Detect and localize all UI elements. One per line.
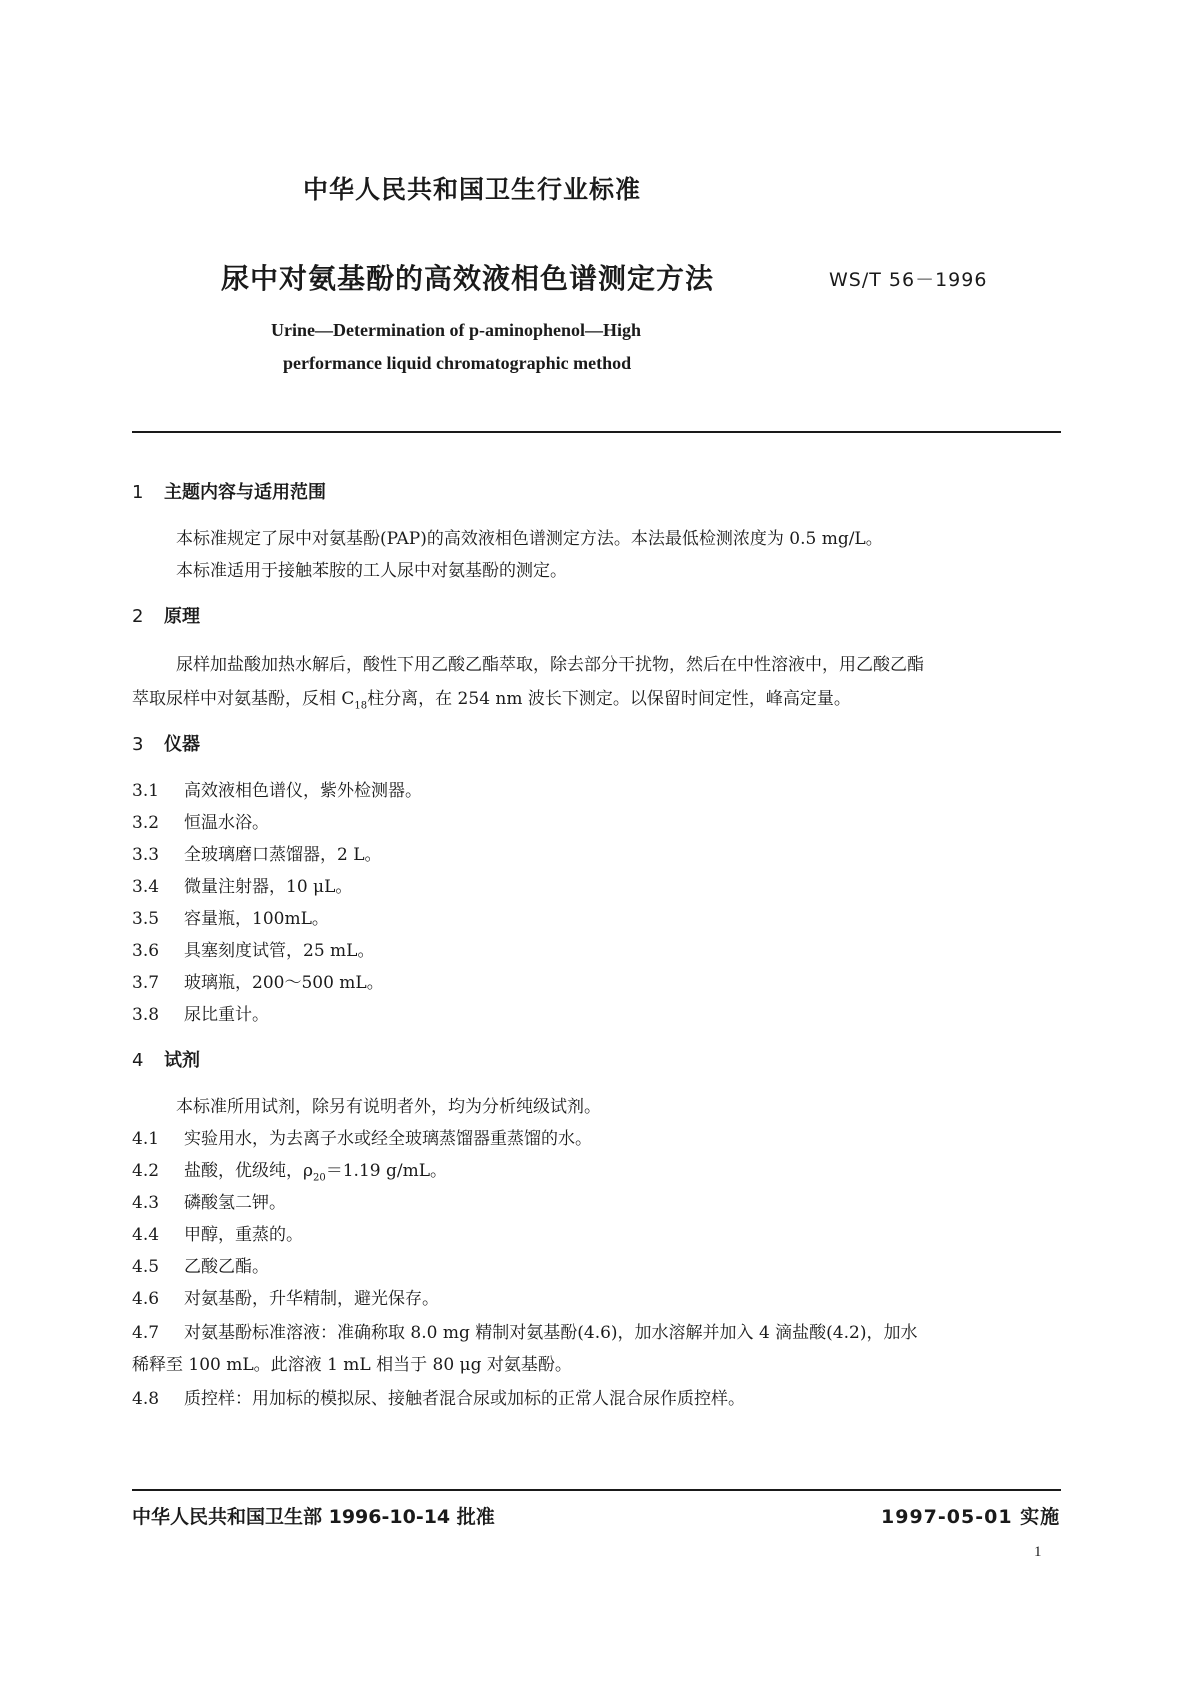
list-item	[132, 1384, 745, 1409]
item-text: 对氨基酚，升华精制，避光保存。	[184, 1289, 439, 1309]
item-text: ＝1.19 g/mL。	[325, 1161, 448, 1181]
standard-number: WS/T 56－1996	[829, 269, 988, 291]
section-3-heading	[132, 730, 200, 756]
section-1-heading	[132, 478, 326, 504]
item-text: 盐酸，优级纯，ρ	[184, 1161, 313, 1181]
section-4-intro: 本标准所用试剂，除另有说明者外，均为分析纯级试剂。	[176, 1097, 601, 1117]
list-item	[132, 1318, 917, 1343]
document-title: 尿中对氨基酚的高效液相色谱测定方法	[221, 262, 715, 295]
item-text: 全玻璃磨口蒸馏器，2 L。	[184, 845, 382, 865]
item-number: 4.3	[132, 1193, 160, 1213]
list-item	[132, 808, 269, 833]
text-run: 萃取尿样中对氨基酚，反相 C	[132, 689, 355, 709]
list-item	[132, 1156, 447, 1183]
approval-statement: 中华人民共和国卫生部 1996-10-14 批准	[132, 1506, 495, 1528]
item-number: 4.1	[132, 1129, 160, 1149]
footer-divider	[132, 1489, 1061, 1491]
item-text: 恒温水浴。	[184, 813, 269, 833]
text-run: 柱分离，在 254 nm 波长下测定。以保留时间定性，峰高定量。	[367, 689, 851, 709]
implementation-date: 1997-05-01 实施	[881, 1506, 1061, 1528]
item-text: 实验用水，为去离子水或经全玻璃蒸馏器重蒸馏的水。	[184, 1129, 592, 1149]
list-item	[132, 872, 352, 897]
item-number: 4.8	[132, 1389, 160, 1409]
item-number: 3.5	[132, 909, 160, 929]
section-2-paragraph-line-1: 尿样加盐酸加热水解后，酸性下用乙酸乙酯萃取，除去部分干扰物，然后在中性溶液中，用乙酸乙酯	[176, 655, 924, 675]
item-number: 3.8	[132, 1005, 160, 1025]
english-title-line-1: Urine—Determination of p-aminophenol—High	[271, 320, 642, 340]
list-item	[132, 1124, 592, 1149]
section-1-paragraph-1: 本标准规定了尿中对氨基酚(PAP)的高效液相色谱测定方法。本法最低检测浓度为 0.5 mg/L。	[176, 529, 883, 549]
item-number: 4.7	[132, 1323, 160, 1343]
list-item	[132, 1252, 269, 1277]
item-text: 质控样：用加标的模拟尿、接触者混合尿或加标的正常人混合尿作质控样。	[184, 1389, 745, 1409]
item-number: 3.3	[132, 845, 160, 865]
section-title: 原理	[164, 606, 200, 627]
section-number: 1	[132, 482, 144, 503]
item-number: 4.4	[132, 1225, 160, 1245]
issuing-authority: 中华人民共和国卫生行业标准	[303, 175, 642, 204]
section-2-paragraph-line-2	[132, 684, 851, 711]
item-text: 容量瓶，100mL。	[184, 909, 329, 929]
english-title-line-2: performance liquid chromatographic method	[283, 353, 632, 373]
section-2-heading	[132, 602, 200, 628]
section-number: 4	[132, 1050, 144, 1071]
section-number: 3	[132, 734, 144, 755]
item-text: 微量注射器，10 μL。	[184, 877, 353, 897]
item-number: 3.1	[132, 781, 160, 801]
item-text: 玻璃瓶，200～500 mL。	[184, 973, 384, 993]
item-text: 高效液相色谱仪，紫外检测器。	[184, 781, 422, 801]
item-text: 乙酸乙酯。	[184, 1257, 269, 1277]
list-item	[132, 1220, 303, 1245]
subscript: 18	[354, 700, 368, 712]
item-text: 磷酸氢二钾。	[184, 1193, 286, 1213]
item-text: 具塞刻度试管，25 mL。	[184, 941, 375, 961]
item-number: 3.4	[132, 877, 160, 897]
list-item	[132, 840, 382, 865]
section-1-paragraph-2: 本标准适用于接触苯胺的工人尿中对氨基酚的测定。	[176, 561, 567, 581]
item-text: 甲醇，重蒸的。	[184, 1225, 303, 1245]
list-item	[132, 776, 422, 801]
list-item-continuation: 稀释至 100 mL。此溶液 1 mL 相当于 80 μg 对氨基酚。	[132, 1355, 572, 1375]
list-item	[132, 1284, 439, 1309]
section-number: 2	[132, 606, 144, 627]
header-divider	[132, 431, 1061, 433]
item-text: 尿比重计。	[184, 1005, 269, 1025]
list-item	[132, 1188, 286, 1213]
list-item	[132, 1000, 269, 1025]
item-number: 3.6	[132, 941, 160, 961]
page-number: 1	[1034, 1544, 1042, 1560]
item-number: 4.2	[132, 1161, 160, 1181]
item-text: 对氨基酚标准溶液：准确称取 8.0 mg 精制对氨基酚(4.6)，加水溶解并加入 4 滴盐酸(4.2)，加水	[184, 1323, 918, 1343]
item-number: 4.6	[132, 1289, 160, 1309]
section-title: 试剂	[164, 1050, 200, 1071]
item-number: 3.2	[132, 813, 160, 833]
section-title: 仪器	[164, 734, 200, 755]
list-item	[132, 904, 329, 929]
section-4-heading	[132, 1046, 200, 1072]
item-number: 4.5	[132, 1257, 160, 1277]
item-number: 3.7	[132, 973, 160, 993]
section-title: 主题内容与适用范围	[164, 482, 326, 503]
subscript: 20	[313, 1172, 326, 1184]
list-item	[132, 936, 374, 961]
list-item	[132, 968, 384, 993]
